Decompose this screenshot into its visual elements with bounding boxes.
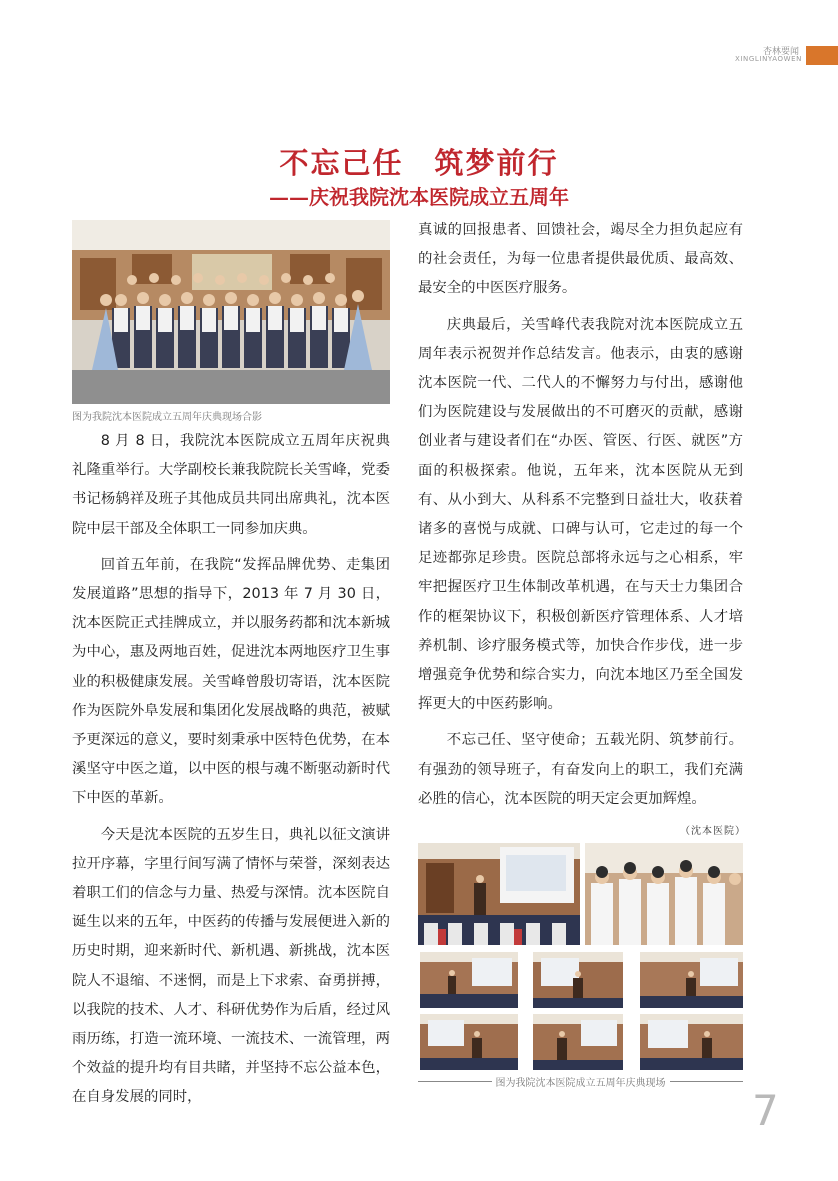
event-photo-speaker-1 xyxy=(420,952,518,1008)
event-photo-speaker-5 xyxy=(533,1014,623,1070)
group-photo xyxy=(72,220,390,404)
paragraph: 不忘己任、坚守使命；五载光阴、筑梦前行。有强劲的领导班子，有奋发向上的职工，我们充满必胜的信心，沈本医院的明天定会更加辉煌。 xyxy=(418,732,743,807)
paragraph: 庆典最后，关雪峰代表我院对沈本医院成立五周年表示祝贺并作总结发言。他表示，由衷的感谢沈本医院一代、二代人的不懈努力与付出，感谢他们为医院建设与发展做出的不可磨灭的贡献，感谢创业者与建设者们在“办医、管医、行医、就医”方面的积极探索。他说，五年来，沈本医院从无到有、从小到大、从科系不完整到日益壮大，收获着诸多的喜悦与成就、口碑与认可，它走过的每一个足迹都弥足珍贵。医院总部将永远与之心相系，牢牢把握医疗卫生体制改革机遇，在与天士力集团合作的框架协议下，积极创新医疗管理体系、人才培养机制、诊疗服务模式等，加快合作步伐，进一步增强竞争优势和综合实力，向沈本地区乃至全国发挥更大的中医药影响。 xyxy=(418,316,743,713)
header-section-name: 杏林要闻 xyxy=(762,47,799,57)
event-photo-speaker-3 xyxy=(640,952,743,1008)
event-photo-caption xyxy=(418,1074,743,1088)
right-column xyxy=(418,216,743,814)
event-photo-caption-text: 图为我院沈本医院成立五周年庆典现场 xyxy=(492,1078,670,1089)
header-accent-bar xyxy=(806,46,838,65)
paragraph: 8 月 8 日，我院沈本医院成立五周年庆祝典礼隆重举行。大学副校长兼我院院长关雪峰，党委书记杨鸫祥及班子其他成员共同出席典礼，沈本医院中层干部及全体职工一同参加庆典。 xyxy=(72,433,390,537)
article-source: （沈本医院） xyxy=(680,826,746,837)
paragraph: 回首五年前，在我院“发挥品牌优势、走集团发展道路”思想的指导下，2013 年 7 月 30 日，沈本医院正式挂牌成立，并以服务药都和沈本新城为中心，惠及两地百姓，促进沈本两地医疗卫生事业的积极健康发展。关雪峰曾殷切寄语，沈本医院作为医院外阜发展和集团化发展战略的典范，被赋予更深远的意义，要时刻秉承中医特色优势，在本溪坚守中医之道，以中医的根与魂不断驱动新时代下中医的革新。 xyxy=(72,556,390,807)
event-photo-speaker-6 xyxy=(640,1014,743,1070)
paragraph: 今天是沈本医院的五岁生日，典礼以征文演讲拉开序幕，字里行间写满了情怀与荣誉，深刻表达着职工们的信念与力量、热爱与深情。沈本医院自诞生以来的五年，中医药的传播与发展便进入新的历史时期，迎来新时代、新机遇、新挑战，沈本医院人不退缩、不迷惘，而是上下求索、奋勇拼搏，以我院的技术、人才、科研优势作为后盾，经过风雨历练，打造一流环境、一流技术、一流管理，两个效益的提升均有目共睹，并坚持不忘公益本色，在自身发展的同时， xyxy=(72,826,390,1106)
event-photo-speaker-4 xyxy=(420,1014,518,1070)
event-photo-speaker-2 xyxy=(533,952,623,1008)
page-number: 7 xyxy=(752,1086,779,1135)
left-column xyxy=(72,427,390,1113)
article-subtitle: ——庆祝我院沈本医院成立五周年 xyxy=(269,185,569,209)
event-photo-stage xyxy=(418,843,580,945)
article-title: 不忘己任 筑梦前行 xyxy=(279,146,559,180)
paragraph: 真诚的回报患者、回馈社会，竭尽全力担负起应有的社会责任，为每一位患者提供最优质、最高效、最安全的中医医疗服务。 xyxy=(418,222,743,297)
group-photo-caption: 图为我院沈本医院成立五周年庆典现场合影 xyxy=(72,412,262,423)
header-section-pinyin: XINGLINYAOWEN xyxy=(735,55,803,63)
event-photo-audience xyxy=(585,843,743,945)
